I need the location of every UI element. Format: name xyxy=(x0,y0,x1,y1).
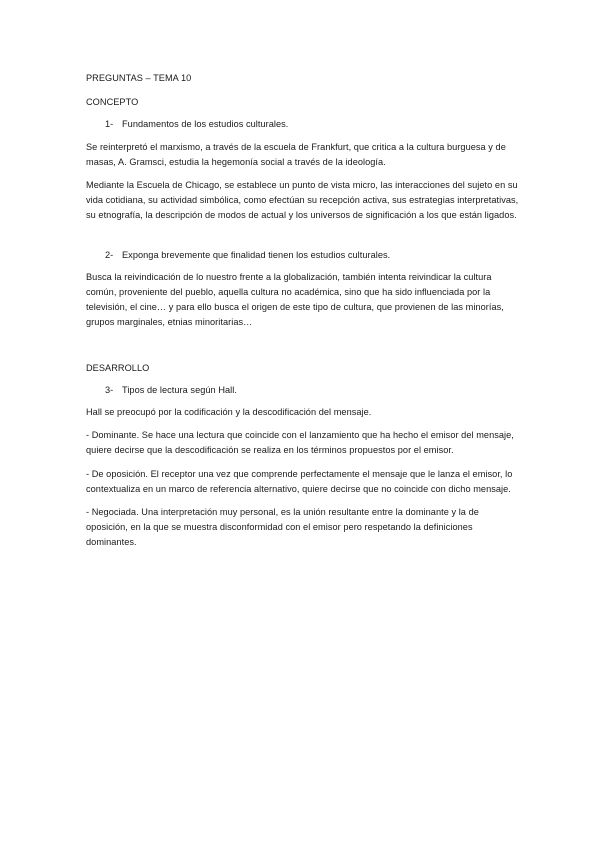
question-text: Exponga brevemente que finalidad tienen los estudios culturales. xyxy=(122,249,391,260)
answer-paragraph: - Dominante. Se hace una lectura que coincide con el lanzamiento que ha hecho el emisor del mensaje, quiere decirse que la descodificación se realiza en los términos propuestos por el emisor. xyxy=(86,430,514,456)
answer-paragraph: Se reinterpretó el marxismo, a través de la escuela de Frankfurt, que critica a la cultura burguesa y de masas, A. Gramsci, estudia la hegemonía social a través de la ideología. xyxy=(86,141,506,167)
answer-paragraph: Hall se preocupó por la codificación y la descodificación del mensaje. xyxy=(86,407,372,418)
question-3 xyxy=(86,383,519,398)
question-1 xyxy=(86,117,519,132)
question-text: Fundamentos de los estudios culturales. xyxy=(122,119,289,130)
section-heading-concepto: CONCEPTO xyxy=(86,97,139,108)
question-number: 3- xyxy=(105,384,114,395)
answer-paragraph: - Negociada. Una interpretación muy personal, es la unión resultante entre la dominante y la de oposición, en la que se muestra disconformidad con el emisor pero respetando la definiciones dominantes. xyxy=(86,507,479,548)
answer-paragraph: Busca la reivindicación de lo nuestro frente a la globalización, también intenta reivindicar la cultura común, proveniente del pueblo, aquella cultura no académica, sino que ha sido influenciada por la televisión, el cine… y para ello busca el origen de este tipo de cultura, que provienen de las minorías, grupos marginales, etnias minoritarias… xyxy=(86,271,504,328)
question-text: Tipos de lectura según Hall. xyxy=(122,384,237,395)
answer-paragraph: - De oposición. El receptor una vez que comprende perfectamente el mensaje que le lanza el emisor, lo contextualiza en un marco de referencia alternativo, quiere decirse que no coincide con dicho mensaje. xyxy=(86,468,513,494)
question-2 xyxy=(86,248,519,263)
question-number: 1- xyxy=(105,119,114,130)
question-number: 2- xyxy=(105,249,114,260)
answer-paragraph: Mediante la Escuela de Chicago, se establece un punto de vista micro, las interacciones del sujeto en su vida cotidiana, su actividad simbólica, como efectúan su recepción activa, sus estrategias interpretativas, su etnografía, la descripción de modos de actual y los universos de significación a los que están ligados. xyxy=(86,180,519,221)
section-heading-desarrollo: DESARROLLO xyxy=(86,362,150,373)
document-title: PREGUNTAS – TEMA 10 xyxy=(86,73,192,83)
